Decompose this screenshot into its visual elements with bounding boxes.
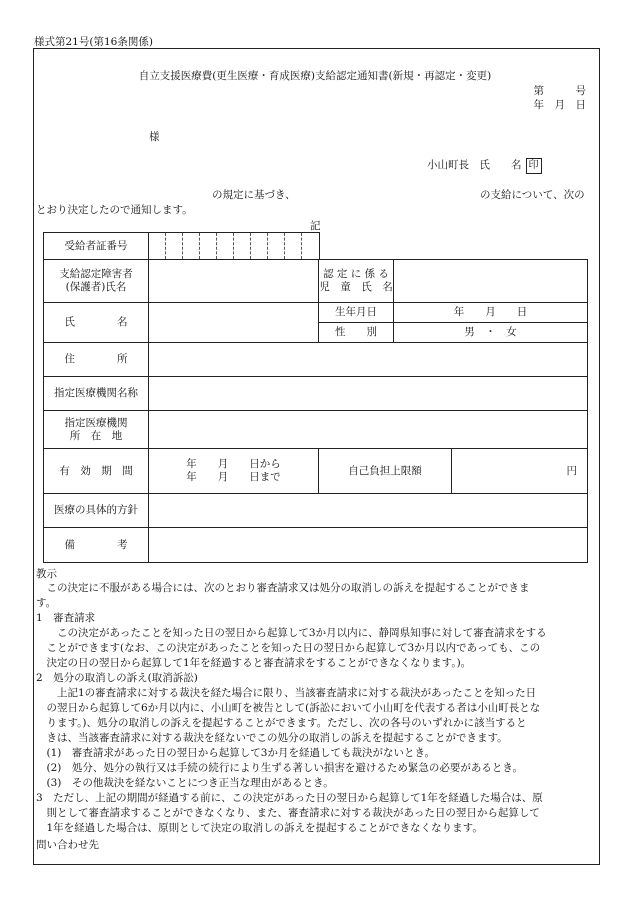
institution-address-label <box>44 411 148 448</box>
child-name-label-2: 児 童 氏 名 <box>319 281 393 293</box>
copay-unit: 円 <box>566 464 577 477</box>
notice-line: 上記1の審査請求に対する裁決を経た場合に限り、当該審査請求に対する裁決があったことを知った日 <box>36 687 537 699</box>
birth-label: 生年月日 <box>335 306 377 318</box>
issuer: 小山町長 氏 名 <box>427 159 522 171</box>
intro-conclusion: とおり決定したので通知します。 <box>36 204 193 216</box>
certified-person-label <box>44 260 148 302</box>
notice-line: の翌日から起算して6か月以内に、小山町を被告として(訴訟において小山町を代表する者は小山町長とな <box>36 702 541 714</box>
notice-line: 2 処分の取消しの訴え(取消訴訟) <box>36 672 198 684</box>
copay-label: 自己負担上限額 <box>348 464 422 477</box>
document-title: 自立支援医療費(更生医療・育成医療)支給認定通知書(新規・再認定・変更) <box>138 70 492 82</box>
validity-from: 年 月 日から <box>186 458 281 470</box>
notice-heading: 教示 <box>36 568 57 580</box>
institution-name-label: 指定医療機関名称 <box>54 387 138 399</box>
notice-line: (2) 処分、処分の執行又は手続の続行により生ずる著しい損害を避けるため緊急の必要があるとき。 <box>36 762 523 774</box>
contact-label: 問い合わせ先 <box>36 839 99 851</box>
birth-value: 年 月 日 <box>453 306 528 318</box>
name-label: 氏 名 <box>64 316 128 328</box>
notice-line: 3 ただし、上記の期間が経過する前に、この決定があった日の翌日から起算して1年を経過した場合は、原 <box>36 792 543 804</box>
notice-line: 則として審査請求することができなくなり、また、審査請求に対する裁決があった日の翌日から起算して <box>36 807 540 819</box>
certified-person-label-2: (保護者)氏名 <box>65 281 127 293</box>
notice-line: 1年を経過した場合は、原則として決定の取消しの訴えを提起することができなくなります。 <box>36 822 483 834</box>
notice-line: 1 審査請求 <box>36 612 96 624</box>
sex-value: 男 ・ 女 <box>464 326 517 338</box>
certified-person-label-1: 支給認定障害者 <box>59 268 133 280</box>
issuer-block <box>427 157 542 174</box>
treatment-policy-label: 医療の具体的方針 <box>54 504 138 516</box>
form-label: 様式第21号(第16条関係) <box>34 36 153 48</box>
notice-line: (3) その他裁決を経ないことにつき正当な理由があるとき。 <box>36 777 334 789</box>
notice-line: ります。)、処分の取消しの訴えを提起することができます。ただし、次の各号のいずれかに該当すると <box>36 717 527 729</box>
notice-line: 決定の日の翌日から起算して1年を経過すると審査請求をすることができなくなります。)。 <box>36 657 472 669</box>
remarks-label: 備 考 <box>64 538 128 551</box>
notice-line: (1) 審査請求があった日の翌日から起算して3か月を経過しても裁決がないとき。 <box>36 747 436 759</box>
intro-basis: の規定に基づき、 <box>212 189 296 201</box>
notice-line: この決定があったことを知った日の翌日から起算して3か月以内に、静岡県知事に対して審査請求をする <box>36 627 547 639</box>
notice-line: す。 <box>36 597 57 609</box>
sex-label: 性 別 <box>335 326 377 338</box>
child-name-label <box>319 260 393 302</box>
number-line: 第 号 <box>533 85 586 97</box>
recipient-suffix: 様 <box>149 131 160 143</box>
notice-line: ことができます(なお、この決定があったことを知った日の翌日から起算して3か月以内であっても、この <box>36 642 541 654</box>
notice-line: この決定に不服がある場合には、次のとおり審査請求又は処分の取消しの訴えを提起することができま <box>36 582 530 594</box>
child-name-label-1: 認 定 に 係 る <box>323 268 389 280</box>
institution-address-label-1: 指定医療機関 <box>64 416 128 429</box>
validity-to: 年 月 日まで <box>186 471 281 483</box>
address-label: 住 所 <box>64 353 128 365</box>
recipient-number-label: 受給者証番号 <box>64 239 128 252</box>
institution-address-label-2: 所 在 地 <box>69 429 123 442</box>
ki-mark: 記 <box>310 220 321 232</box>
notice-line: きは、当該審査請求に対する裁決を経ないでこの処分の取消しの訴えを提起することができます。 <box>36 732 508 744</box>
date-line: 年 月 日 <box>533 99 586 111</box>
validity-label: 有 効 期 間 <box>59 464 133 477</box>
seal-icon: 印 <box>526 158 542 174</box>
intro-benefit: の支給について、次の <box>480 189 585 201</box>
validity-value <box>149 449 318 493</box>
